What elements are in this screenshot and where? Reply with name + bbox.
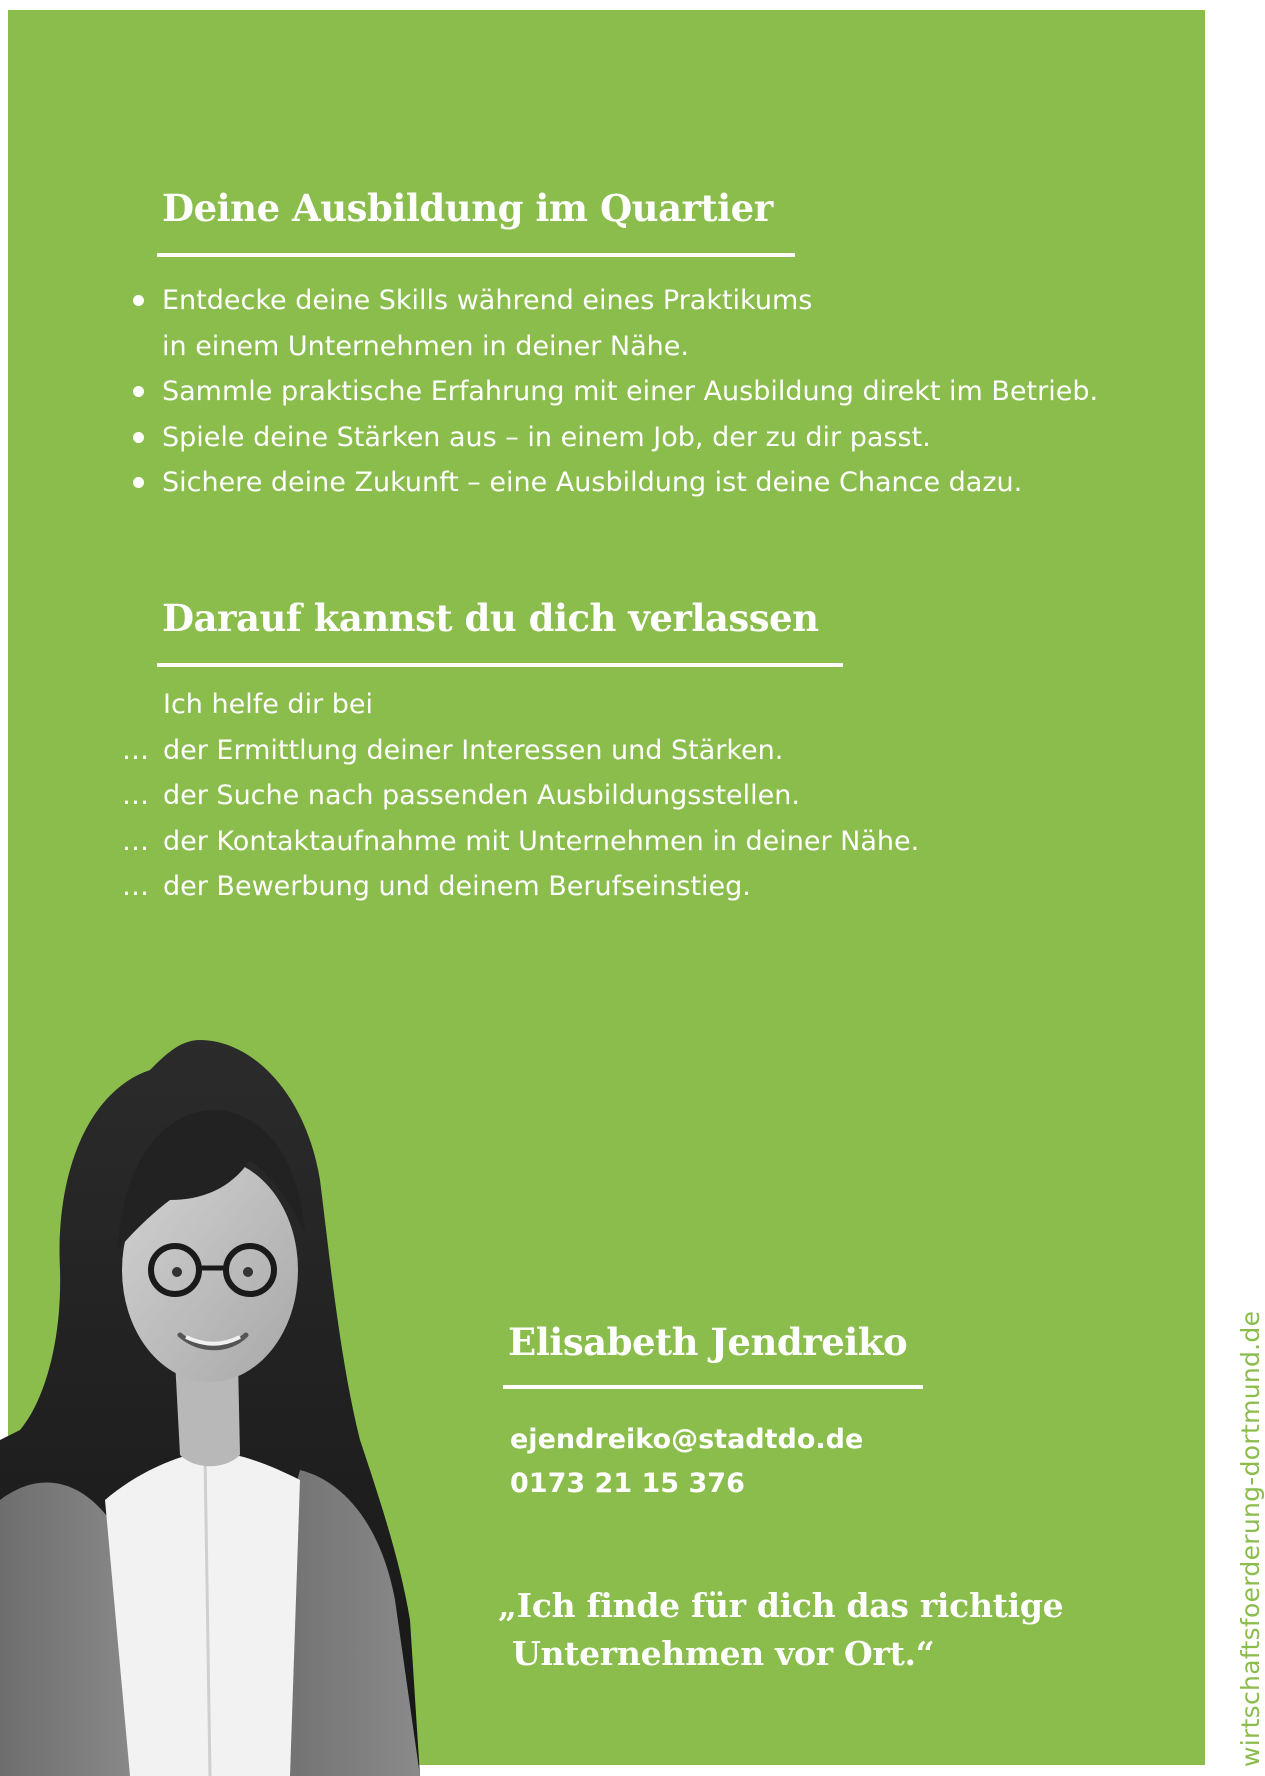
bullet-text-continued: in einem Unternehmen in deiner Nähe.	[162, 330, 689, 362]
contact-email[interactable]: ejendreiko@stadtdo.de	[510, 1424, 864, 1455]
website-url[interactable]: wirtschaftsfoerderung-dortmund.de	[1236, 1310, 1265, 1767]
help-item-text: der Ermittlung deiner Interessen und Stärken.	[163, 734, 784, 766]
contact-name: Elisabeth Jendreiko	[508, 1320, 908, 1364]
help-list	[122, 682, 919, 910]
portrait-photo	[0, 1000, 440, 1776]
ausbildung-bullet-list	[130, 278, 1098, 506]
heading-underline	[157, 253, 795, 257]
ellipsis: …	[122, 871, 149, 902]
help-item-text: der Bewerbung und deinem Berufseinstieg.	[163, 871, 751, 902]
quote	[498, 1582, 1063, 1678]
list-item	[130, 278, 1098, 369]
list-item	[122, 773, 919, 819]
help-item-text: der Kontaktaufnahme mit Unternehmen in deiner Nähe.	[163, 825, 920, 857]
bullet-text: Sichere deine Zukunft – eine Ausbildung ist deine Chance dazu.	[162, 467, 1023, 498]
help-intro: Ich helfe dir bei	[163, 689, 374, 720]
name-underline	[503, 1385, 923, 1389]
list-item	[130, 415, 1098, 461]
list-item	[122, 864, 919, 910]
help-item-text: der Suche nach passenden Ausbildungsstellen.	[163, 780, 800, 811]
list-item	[130, 460, 1098, 506]
quote-line-2: Unternehmen vor Ort.“	[512, 1634, 935, 1673]
heading-underline	[157, 663, 843, 667]
list-item	[122, 819, 919, 865]
bullet-text: Spiele deine Stärken aus – in einem Job, der zu dir passt.	[162, 421, 931, 453]
bullet-text: Entdecke deine Skills während eines Praktikums	[162, 285, 813, 316]
list-item	[130, 369, 1098, 415]
ellipsis: …	[122, 734, 149, 766]
quote-line-1: „Ich finde für dich das richtige	[498, 1586, 1064, 1625]
ellipsis: …	[122, 825, 149, 857]
ellipsis: …	[122, 780, 149, 811]
list-item	[122, 728, 919, 774]
contact-phone[interactable]: 0173 21 15 376	[510, 1468, 745, 1499]
section-heading-ausbildung: Deine Ausbildung im Quartier	[162, 186, 773, 230]
section-heading-verlassen: Darauf kannst du dich verlassen	[162, 596, 819, 640]
bullet-text: Sammle praktische Erfahrung mit einer Ausbildung direkt im Betrieb.	[162, 376, 1099, 407]
